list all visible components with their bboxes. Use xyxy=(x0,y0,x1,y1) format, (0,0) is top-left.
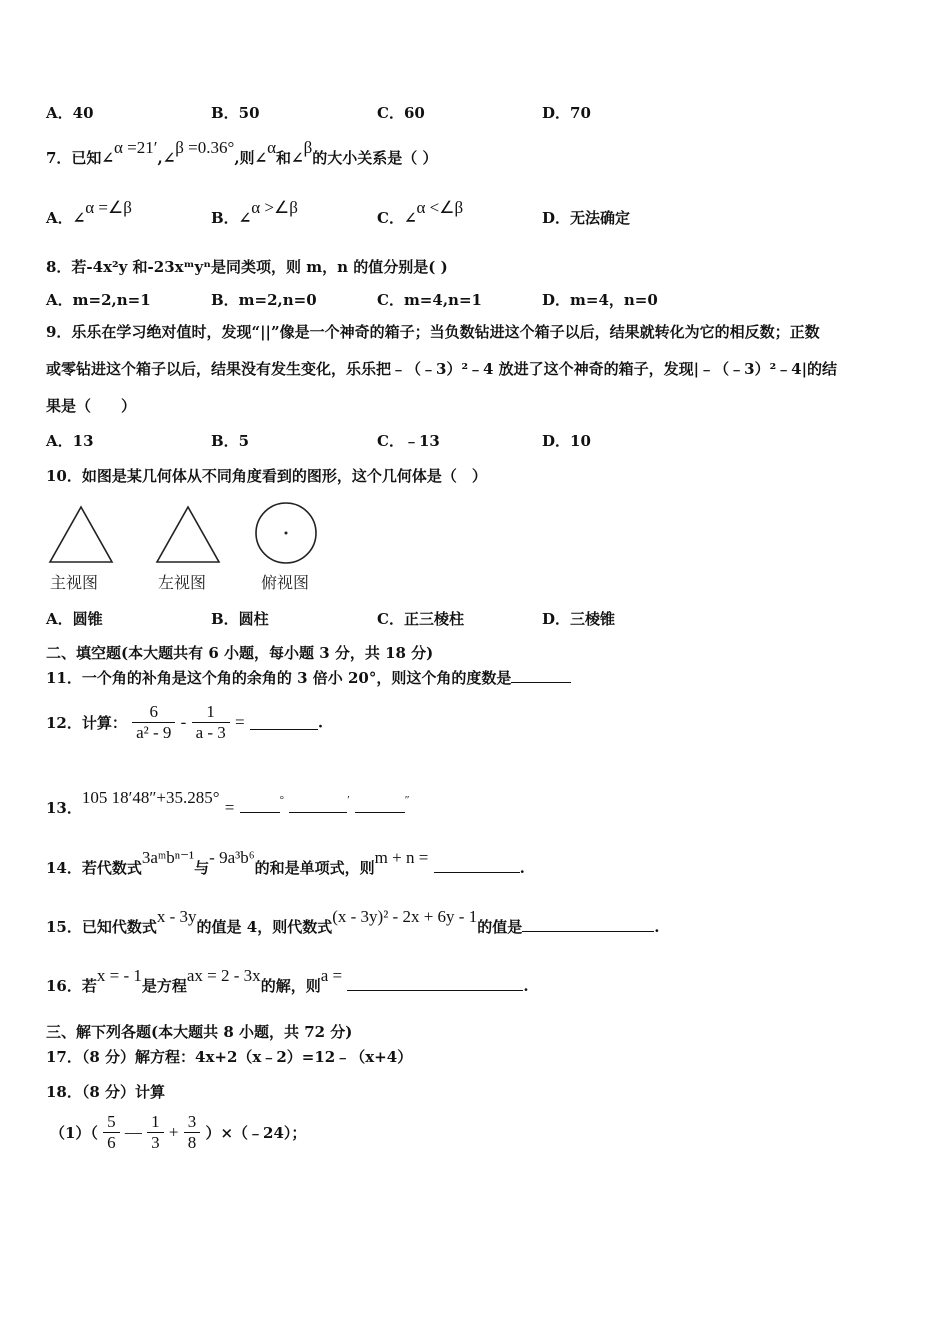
q10-question: 10．如图是某几何体从不同角度看到的图形，这个几何体是（ ） xyxy=(46,467,487,485)
q10-option-c: C．正三棱柱 xyxy=(377,610,464,628)
q10-option-a: A．圆锥 xyxy=(46,610,103,628)
q13-blank-seconds[interactable] xyxy=(355,798,405,813)
q17-question: 17．（8 分）解方程：4x+2（x﹣2）=12﹣（x+4） xyxy=(46,1048,413,1066)
q8-option-c: C．m=4,n=1 xyxy=(377,291,482,309)
q9-option-c: C．﹣13 xyxy=(377,432,440,450)
triangle-side-icon xyxy=(153,500,223,570)
q9-option-b: B．5 xyxy=(211,432,250,450)
q9-option-d: D．10 xyxy=(542,432,591,450)
q15-blank[interactable] xyxy=(522,917,654,932)
q15-question: 15．已知代数式x - 3y的值是 4，则代数式(x - 3y)² - 2x + 6y - 1的值是 . xyxy=(46,907,660,936)
q13-question: 13．105 18′48″+35.285° = ° ′ ″ xyxy=(46,788,410,817)
q18-fraction-3: $\frac{3}{8}$ xyxy=(184,1112,201,1153)
q8-option-a: A．m=2,n=1 xyxy=(46,291,151,309)
circle-top-icon xyxy=(251,500,321,570)
q6-option-d: D．70 xyxy=(542,104,591,122)
caption-front: 主视图 xyxy=(50,573,99,592)
q10-option-d: D．三棱锥 xyxy=(542,610,616,628)
q6-option-a: A．40 xyxy=(46,104,94,122)
q18-part-1: （1）（ $\frac{5}{6}$ — $\frac{1}{3}$ + $\frac{3}{8}$ ）×（﹣24）； xyxy=(50,1112,307,1152)
triangle-front-icon xyxy=(46,500,116,570)
q12-fraction-2: $\frac{1}{a - 3}$ xyxy=(192,702,230,743)
q16-blank[interactable] xyxy=(347,976,523,991)
q7-question: 7．已知∠α =21′,∠β =0.36°,则∠α和∠β的大小关系是（ ） xyxy=(46,138,438,167)
caption-side: 左视图 xyxy=(158,573,207,592)
q16-question: 16．若x = - 1是方程ax = 2 - 3x的解，则a = . xyxy=(46,966,529,995)
q8-option-b: B．m=2,n=0 xyxy=(211,291,317,309)
q13-blank-minutes[interactable] xyxy=(289,798,347,813)
q14-blank[interactable] xyxy=(434,858,520,873)
section-3-heading: 三、解下列各题(本大题共 8 小题，共 72 分) xyxy=(46,1023,353,1041)
q7-option-c: C．∠α <∠β xyxy=(377,198,464,227)
q18-fraction-2: $\frac{1}{3}$ xyxy=(147,1112,164,1153)
q7-option-d: D．无法确定 xyxy=(542,209,631,227)
section-2-heading: 二、填空题(本大题共有 6 小题，每小题 3 分，共 18 分) xyxy=(46,644,434,662)
q14-question: 14．若代数式3aᵐbⁿ⁻¹与- 9a³b⁶的和是单项式，则m + n = . xyxy=(46,848,525,877)
q9-question: 9．乐乐在学习绝对值时，发现“||”像是一个神奇的箱子；当负数钻进这个箱子以后，结果就转化为它的相反数；正数 或零钻进这个箱子以后，结果没有发生变化，乐乐把﹣（﹣3）²﹣4 放进了这个神奇的箱子，发现|﹣（﹣3）²﹣4|的结 果是（ ） xyxy=(46,323,838,415)
q9-option-a: A．13 xyxy=(46,432,94,450)
q6-option-c: C．60 xyxy=(377,104,425,122)
q12-fraction-1: $\frac{6}{\text{a² - 9}}$ xyxy=(132,702,175,743)
q11-blank[interactable] xyxy=(511,668,571,683)
caption-top: 俯视图 xyxy=(261,573,310,592)
q10-option-b: B．圆柱 xyxy=(211,610,269,628)
q7-option-a: A．∠α =∠β xyxy=(46,198,132,227)
q11-question: 11．一个角的补角是这个角的余角的 3 倍小 20°，则这个角的度数是 xyxy=(46,667,571,688)
q8-question: 8．若-4x²y 和-23xᵐyⁿ是同类项，则 m，n 的值分别是( ) xyxy=(46,258,448,276)
q18-fraction-1: $\frac{5}{6}$ xyxy=(103,1112,120,1153)
q12-blank[interactable] xyxy=(250,715,318,730)
q18-question: 18．（8 分）计算 xyxy=(46,1083,166,1101)
q7-option-b: B．∠α >∠β xyxy=(211,198,298,227)
q13-blank-degrees[interactable] xyxy=(240,798,280,813)
q6-option-b: B．50 xyxy=(211,104,260,122)
q12-question: 12．计算： $\frac{6}{\text{a² - 9}}$ - $\frac{1}{a - 3}$ = . xyxy=(46,702,324,742)
q8-option-d: D．m=4，n=0 xyxy=(542,291,658,309)
